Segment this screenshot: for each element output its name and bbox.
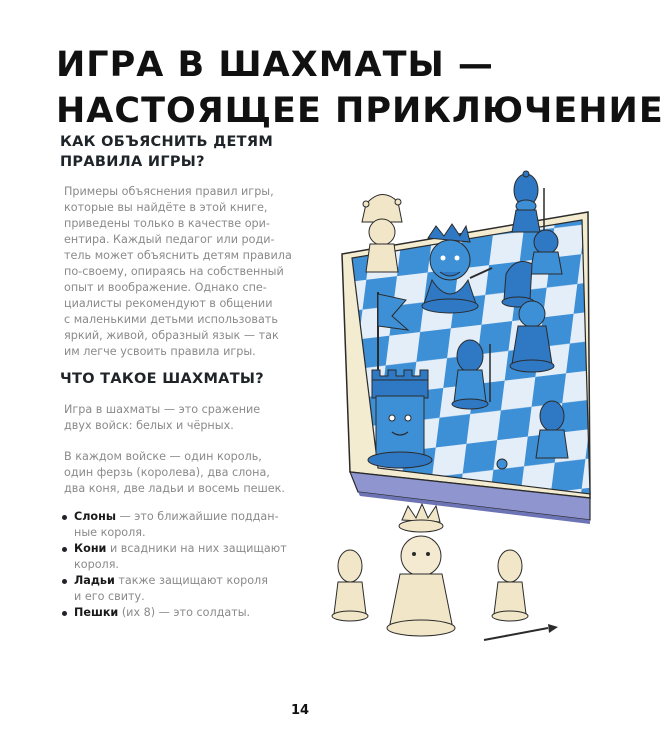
- list-item-knights: [62, 541, 312, 573]
- text-line: двух войск: белых и чёрных.: [64, 419, 234, 432]
- chessboard-illustration: [320, 168, 590, 648]
- text-line: [74, 509, 312, 525]
- text-line: Примеры объяснения правил игры,: [64, 185, 274, 198]
- pieces-list: [62, 509, 312, 621]
- list-item-pawns: [62, 605, 312, 621]
- heading-what-is-chess: [60, 369, 264, 389]
- list-item-bishops: [62, 509, 312, 541]
- text-line: им легче усвоить правила игры.: [64, 345, 256, 358]
- term: Кони: [74, 542, 107, 555]
- text-line: два коня, две ладьи и восемь пешек.: [64, 482, 285, 495]
- text-line: [74, 573, 312, 589]
- cream-bishop-icon: [332, 550, 368, 621]
- heading-line: КАК ОБЪЯСНИТЬ ДЕТЯМ: [60, 134, 274, 150]
- page-number: 14: [290, 703, 310, 718]
- text-line: В каждом войске — один король,: [64, 450, 262, 463]
- text-line: циалисты рекомендуют в общении: [64, 297, 273, 310]
- cream-queen-icon: [387, 504, 455, 636]
- text-line: приведены только в качестве ори-: [64, 217, 270, 230]
- text-fragment: (их 8) — это солдаты.: [118, 606, 251, 619]
- text-line: [74, 541, 312, 557]
- small-bomb-icon: [497, 459, 507, 469]
- text-line: по-своему, опираясь на собственный: [64, 265, 284, 278]
- page-title: [56, 42, 664, 134]
- heading-line: ЧТО ТАКОЕ ШАХМАТЫ?: [60, 371, 264, 387]
- page-title-line-1: ИГРА В ШАХМАТЫ —: [56, 45, 494, 85]
- blue-pawn-icon: [536, 401, 568, 458]
- text-fragment: и всадники на них защищают: [106, 542, 287, 555]
- paragraph-battle: [64, 402, 304, 434]
- text-fragment: также защищают короля: [114, 574, 268, 587]
- text-line: опыт и воображение. Однако спе-: [64, 281, 267, 294]
- paragraph-army: [64, 449, 304, 497]
- text-line: Игра в шахматы — это сражение: [64, 403, 261, 416]
- text-line: короля.: [74, 558, 119, 571]
- term: Слоны: [74, 510, 116, 523]
- blue-pawn-icon: [530, 230, 562, 274]
- cream-bishop-icon: [492, 550, 528, 621]
- heading-line: ПРАВИЛА ИГРЫ?: [60, 154, 205, 170]
- text-line: ные короля.: [74, 526, 146, 539]
- text-line: и его свиту.: [74, 590, 145, 603]
- heading-how-to-explain: [60, 132, 273, 172]
- text-line: [74, 605, 312, 621]
- text-fragment: — это ближайшие поддан-: [115, 510, 279, 523]
- jester-pawn-icon: [362, 194, 402, 272]
- list-item-rooks: [62, 573, 312, 605]
- text-line: тель может объяснить детям правила: [64, 249, 292, 262]
- text-line: которые вы найдёте в этой книге,: [64, 201, 268, 214]
- text-line: один ферзь (королева), два слона,: [64, 466, 270, 479]
- paragraph-explanation: [64, 184, 304, 360]
- spear-icon: [484, 624, 558, 640]
- page-title-line-2: НАСТОЯЩЕЕ ПРИКЛЮЧЕНИЕ: [56, 91, 664, 131]
- text-line: яркий, живой, образный язык — так: [64, 329, 279, 342]
- text-line: с маленькими детьми использовать: [64, 313, 278, 326]
- text-line: ентира. Каждый педагог или роди-: [64, 233, 275, 246]
- term: Пешки: [74, 606, 119, 619]
- term: Ладьи: [74, 574, 115, 587]
